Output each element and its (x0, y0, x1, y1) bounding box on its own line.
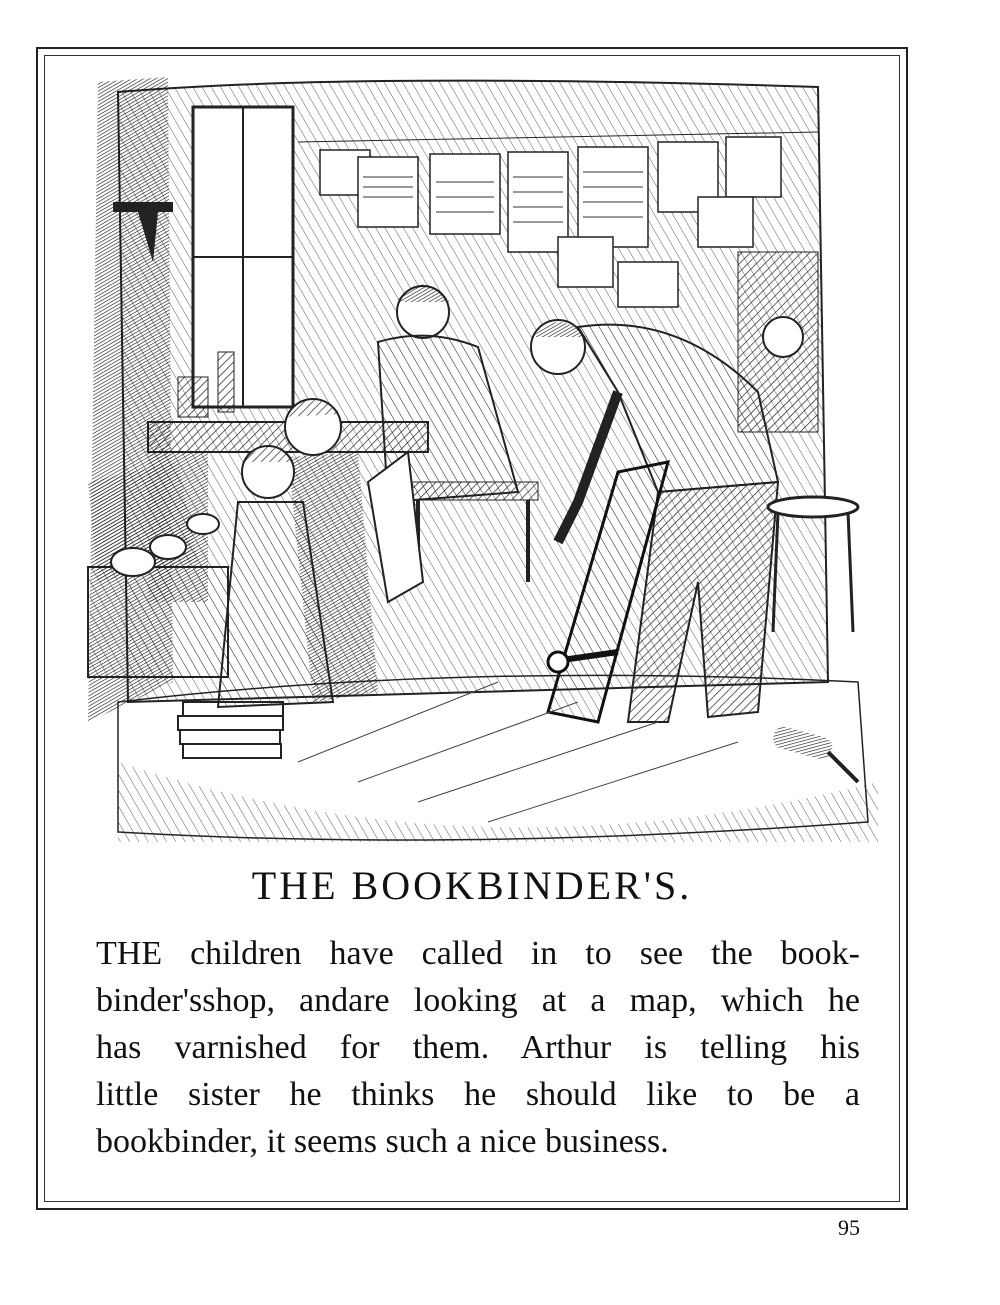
body-line: has varnished for them. Arthur is telling his (96, 1029, 860, 1066)
body-line: little sister he thinks he should like to be a (96, 1076, 860, 1113)
book-stack (178, 702, 283, 758)
roller-tool (771, 725, 858, 782)
body-line: THE children have called in to see the book- (96, 935, 860, 972)
body-line: bookbinder, it seems such a nice business. (96, 1123, 669, 1160)
page-number: 95 (838, 1215, 860, 1240)
storage-trunk (88, 567, 228, 677)
page-title: THE BOOKBINDER'S. (251, 863, 693, 908)
paper-roll (111, 548, 155, 576)
body-line: binder'sshop, andare looking at a map, which he (96, 982, 860, 1019)
infant-head (763, 317, 803, 357)
wall-shelf (113, 202, 173, 212)
body-paragraph (96, 930, 860, 1165)
bookbinder-shop-illustration (58, 62, 908, 842)
